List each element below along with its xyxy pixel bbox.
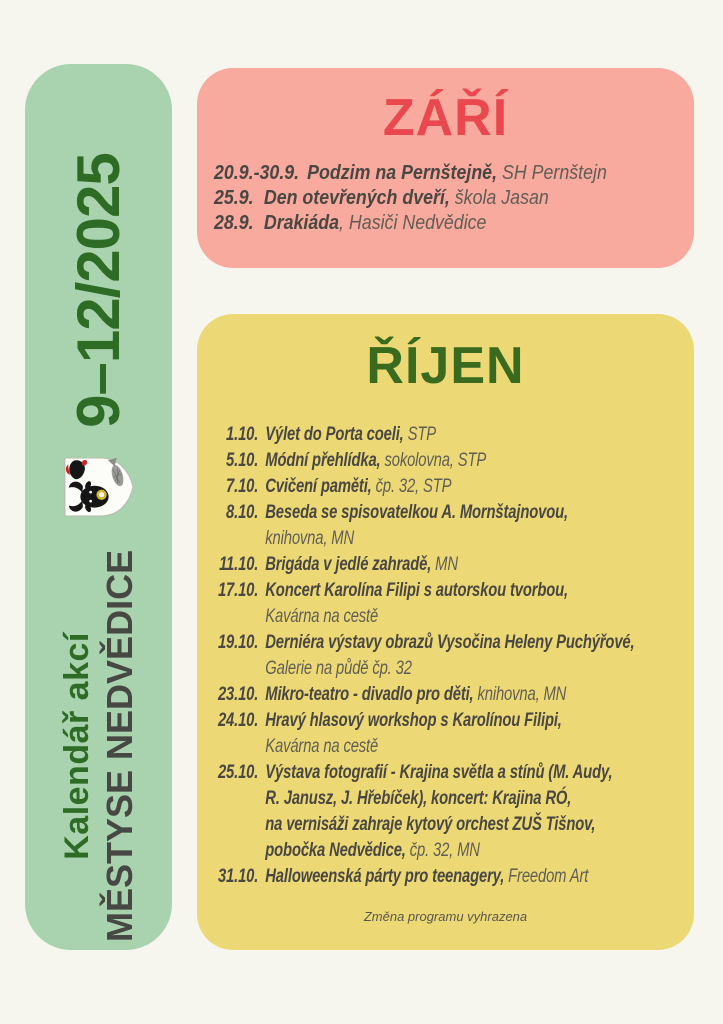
event-row — [213, 474, 619, 500]
event-row — [213, 708, 619, 760]
october-title: ŘÍJEN — [366, 337, 525, 395]
event-name: Brigáda v jedlé zahradě, — [265, 554, 432, 575]
event-row — [213, 448, 619, 474]
event-text — [265, 552, 618, 578]
event-name: Cvičení paměti, — [265, 476, 372, 497]
event-location: MN — [431, 554, 458, 575]
event-text — [265, 500, 618, 552]
event-name: na vernisáži zahraje kytový orchest ZUŠ Tišnov, — [265, 814, 596, 835]
event-line — [265, 500, 618, 526]
poster-title-line2: MĚSTYSE NEDVĚDICE — [98, 549, 140, 942]
event-name: Drakiáda — [263, 212, 340, 234]
event-row — [213, 630, 635, 682]
event-name: Beseda se spisovatelkou A. Mornštajnovou, — [265, 502, 568, 523]
event-date: 19.10. — [217, 632, 259, 653]
nedvedice-coat-of-arms-icon — [63, 454, 135, 520]
event-line — [265, 422, 618, 448]
september-title: ZÁŘÍ — [382, 89, 509, 147]
event-location: STP — [403, 424, 436, 445]
event-name: Výstava fotografií - Krajina světla a stínů (M. Audy, — [265, 762, 613, 783]
event-row — [213, 682, 619, 708]
event-date: 31.10. — [217, 866, 259, 887]
event-text — [265, 448, 618, 474]
event-row — [213, 500, 619, 552]
event-line — [265, 630, 635, 656]
event-line — [265, 760, 618, 786]
event-name: Koncert Karolína Filipi s autorskou tvorbou, — [265, 580, 569, 601]
event-location: čp. 32, STP — [371, 476, 452, 497]
event-line — [265, 838, 618, 864]
event-location: knihovna, MN — [473, 684, 567, 705]
event-line — [265, 786, 618, 812]
event-row — [213, 760, 619, 864]
event-line — [265, 526, 618, 552]
event-text — [265, 760, 618, 864]
event-row — [213, 578, 619, 630]
event-name: R. Janusz, J. Hřebíček), koncert: Krajina RÓ, — [265, 788, 572, 809]
event-location: škola Jasan — [449, 187, 549, 209]
event-line — [264, 211, 681, 236]
event-date: 11.10. — [219, 554, 259, 575]
event-text — [307, 161, 680, 186]
event-text — [265, 682, 618, 708]
event-row — [214, 211, 680, 236]
event-location: SH Pernštejn — [497, 162, 607, 184]
october-events — [213, 422, 635, 890]
event-line — [265, 552, 618, 578]
event-line — [265, 578, 618, 604]
poster-title — [56, 550, 142, 942]
september-box — [197, 68, 694, 268]
event-line — [265, 812, 618, 838]
event-location: Kavárna na cestě — [265, 606, 379, 627]
event-line — [265, 864, 618, 890]
event-text — [265, 864, 618, 890]
event-location: Kavárna na cestě — [265, 736, 379, 757]
event-location: sokolovna, STP — [380, 450, 487, 471]
event-name: pobočka Nedvědice, — [265, 840, 406, 861]
event-location: čp. 32, MN — [405, 840, 480, 861]
event-location: knihovna, MN — [265, 528, 354, 549]
event-date: 25.9. — [214, 187, 254, 209]
october-box — [197, 314, 694, 950]
event-date: 17.10. — [217, 580, 259, 601]
event-line — [264, 186, 681, 211]
event-date: 25.10. — [217, 762, 259, 783]
event-date: 24.10. — [217, 710, 259, 731]
event-name: Podzim na Pernštejně, — [307, 162, 498, 184]
event-text — [265, 708, 618, 760]
event-line — [265, 734, 618, 760]
poster-title-line1: Kalendář akcí — [57, 632, 96, 860]
sidebar-rotated-content — [25, 64, 172, 950]
event-date: 1.10. — [226, 424, 259, 445]
event-name: Hravý hlasový workshop s Karolínou Filipi, — [265, 710, 562, 731]
event-row — [213, 552, 619, 578]
event-row — [214, 186, 680, 211]
event-location: , Hasiči Nedvědice — [339, 212, 487, 234]
event-location: Freedom Art — [504, 866, 589, 887]
event-name: Derniéra výstavy obrazů Vysočina Heleny Puchýřové, — [265, 632, 635, 653]
event-line — [307, 161, 680, 186]
event-line — [265, 656, 618, 682]
event-row — [214, 161, 680, 186]
event-name: Mikro-teatro - divadlo pro děti, — [265, 684, 474, 705]
event-text — [265, 422, 618, 448]
event-name: Den otevřených dveří, — [263, 187, 450, 209]
event-line — [265, 474, 618, 500]
event-line — [265, 682, 618, 708]
event-text — [264, 186, 681, 211]
event-line — [265, 604, 618, 630]
event-line — [265, 448, 618, 474]
event-name: Módní přehlídka, — [265, 450, 381, 471]
event-name: Výlet do Porta coeli, — [265, 424, 404, 445]
event-date: 23.10. — [217, 684, 259, 705]
event-date: 8.10. — [226, 502, 259, 523]
program-change-note: Změna programu vyhrazena — [363, 909, 528, 924]
event-row — [213, 422, 619, 448]
event-date: 7.10. — [226, 476, 259, 497]
event-text — [264, 211, 681, 236]
september-events — [214, 161, 680, 236]
event-text — [265, 578, 618, 630]
event-date: 28.9. — [214, 212, 254, 234]
period-label: 9–12/2025 — [65, 153, 132, 428]
event-text — [265, 474, 618, 500]
event-text — [265, 630, 635, 682]
event-line — [265, 708, 618, 734]
event-date: 5.10. — [226, 450, 259, 471]
event-location: Galerie na půdě čp. 32 — [265, 658, 412, 679]
event-name: Halloweenská párty pro teenagery, — [265, 866, 505, 887]
event-date: 20.9.-30.9. — [214, 162, 300, 184]
event-row — [213, 864, 619, 890]
